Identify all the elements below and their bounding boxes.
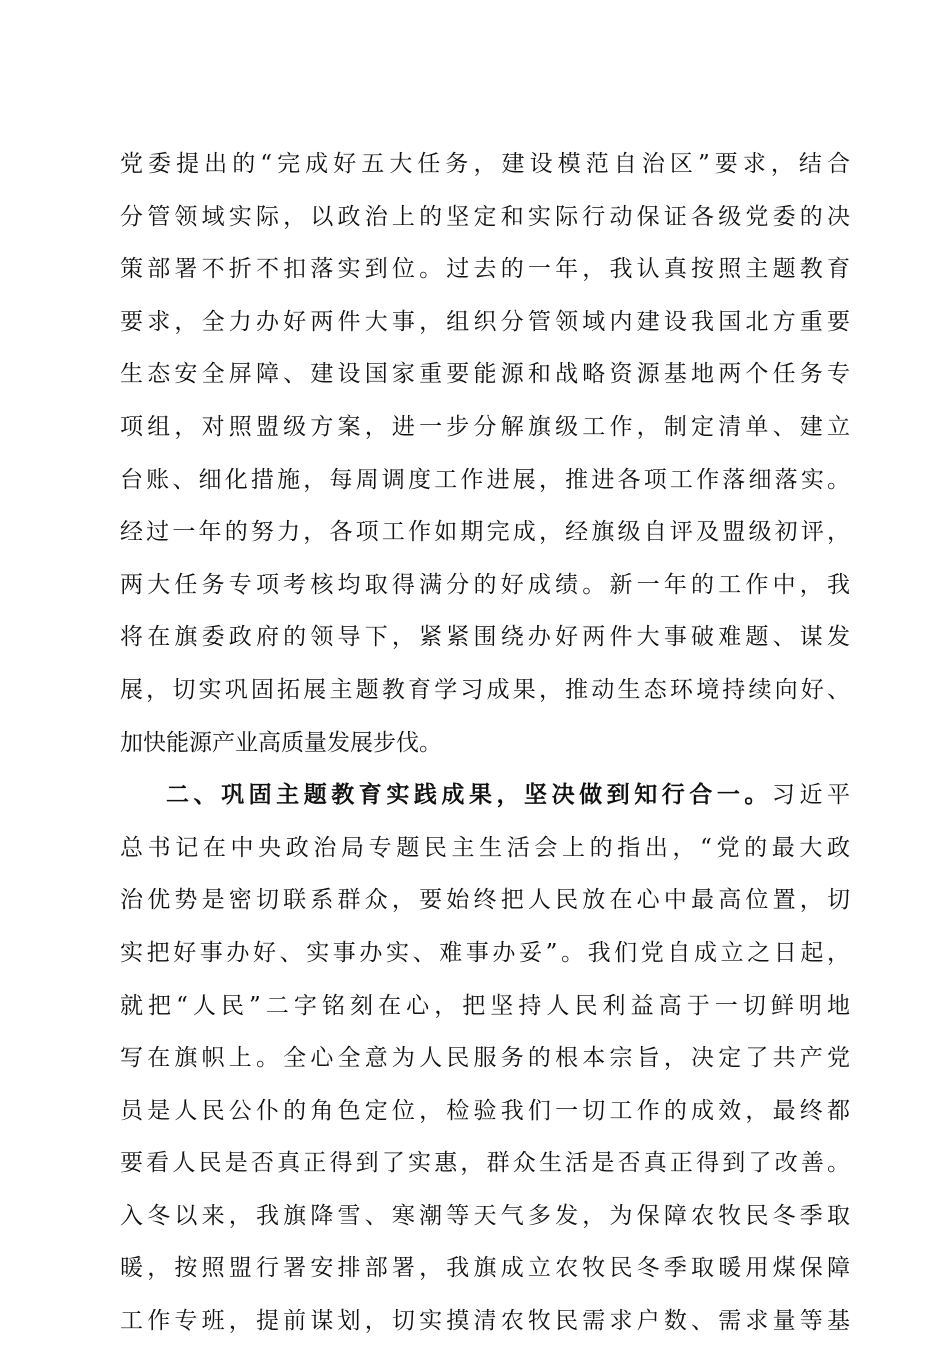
text-line: 要求，全力办好两件大事，组织分管领域内建设我国北方重要 [120,308,850,335]
section-heading: 二、巩固主题教育实践成果，坚决做到知行合一。 [166,782,772,809]
text-line: 治优势是密切联系群众，要始终把人民放在心中最高位置，切 [120,887,850,914]
text-line: 两大任务专项考核均取得满分的好成绩。新一年的工作中，我 [120,571,850,598]
text-line: 将在旗委政府的领导下，紧紧围绕办好两件大事破难题、谋发 [120,624,850,651]
text-line: 经过一年的努力，各项工作如期完成，经旗级自评及盟级初评， [120,519,850,546]
text-line: 生态安全屏障、建设国家重要能源和战略资源基地两个任务专 [120,361,850,388]
text-line: 加快能源产业高质量发展步伐。 [120,729,442,756]
text-line: 党委提出的“完成好五大任务，建设模范自治区”要求，结合 [120,151,850,177]
paragraph-first-line [120,769,850,822]
text-line: 总书记在中央政治局专题民主生活会上的指出，“党的最大政 [120,834,850,861]
text-line: 展，切实巩固拓展主题教育学习成果，推动生态环境持续向好、 [120,676,850,703]
text-line: 分管领域实际，以政治上的坚定和实际行动保证各级党委的决 [120,203,850,230]
document-body [120,138,850,1348]
text-line: 要看人民是否真正得到了实惠，群众生活是否真正得到了改善。 [120,1150,850,1177]
text-line: 员是人民公仆的角色定位，检验我们一切工作的成效，最终都 [120,1097,850,1124]
text-run: 习近平 [771,782,851,809]
paragraph-1 [120,138,850,769]
text-line: 写在旗帜上。全心全意为人民服务的根本宗旨，决定了共产党 [120,1045,850,1072]
text-line: 策部署不折不扣落实到位。过去的一年，我认真按照主题教育 [120,256,850,283]
text-line: 实把好事办好、实事办实、难事办妥”。我们党自成立之日起， [120,939,850,966]
text-line: 项组，对照盟级方案，进一步分解旗级工作，制定清单、建立 [120,413,850,440]
text-line: 工作专班，提前谋划，切实摸清农牧民需求户数、需求量等基 [120,1308,850,1335]
paragraph-2 [120,769,850,1348]
text-line: 就把“人民”二字铭刻在心，把坚持人民利益高于一切鲜明地 [120,992,850,1019]
text-line: 暖，按照盟行署安排部署，我旗成立农牧民冬季取暖用煤保障 [120,1255,850,1282]
text-line: 台账、细化措施，每周调度工作进展，推进各项工作落细落实。 [120,466,850,493]
text-line: 入冬以来，我旗降雪、寒潮等天气多发，为保障农牧民冬季取 [120,1202,850,1229]
